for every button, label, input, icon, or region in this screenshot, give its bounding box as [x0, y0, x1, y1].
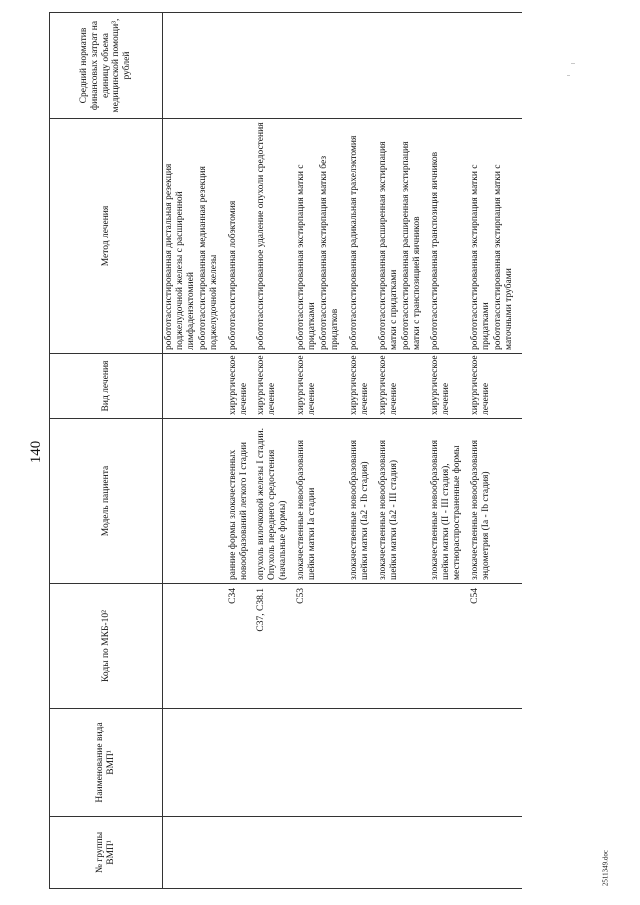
cost-cell [227, 13, 256, 119]
icd-code-cell: C53 [295, 584, 348, 709]
icd-code-cell [163, 584, 227, 709]
treatment-type-cell: хирургическое лечение [227, 354, 256, 419]
header-cost-norm: Средний норматив финансовых затрат на единицу объема медицинской помощи³, рублей [50, 13, 163, 119]
icd-code-cell: C54 [469, 584, 522, 709]
cost-cell [377, 13, 430, 119]
header-group-number: № группы ВМП¹ [50, 817, 163, 889]
table-row [377, 13, 430, 889]
table-header-row [50, 13, 163, 889]
icd-code-cell: C37, C38.1 [255, 584, 295, 709]
name-cell [429, 709, 469, 817]
icd-code-cell: C34 [227, 584, 256, 709]
rotated-table-area [49, 13, 629, 889]
table-row [429, 13, 469, 889]
table-row [348, 13, 377, 889]
group-cell [295, 817, 348, 889]
group-cell [469, 817, 522, 889]
patient-model-cell: злокачественные новообразования эндометрия (Ia - Ib стадия) [469, 419, 522, 584]
treatment-method-cell [469, 119, 522, 354]
table-row [227, 13, 256, 889]
table-row [255, 13, 295, 889]
cost-cell [429, 13, 469, 119]
treatment-method-cell [377, 119, 430, 354]
method-item: робототассистированная транспозиция яичников [430, 151, 441, 350]
name-cell [163, 709, 227, 817]
table-row [469, 13, 522, 889]
name-cell [227, 709, 256, 817]
treatment-type-cell: хирургическое лечение [377, 354, 430, 419]
header-treatment-method: Метод лечения [50, 119, 163, 354]
method-item: робототассистированное удаление опухоли средостения [256, 122, 267, 350]
treatment-method-cell [295, 119, 348, 354]
cost-cell [348, 13, 377, 119]
patient-model-cell: злокачественные новообразования шейки матки (Ia2 - Ib стадия) [348, 419, 377, 584]
treatment-method-cell [163, 119, 227, 354]
treatment-method-cell [227, 119, 256, 354]
patient-model-cell [163, 419, 227, 584]
treatment-type-cell: хирургическое лечение [469, 354, 522, 419]
patient-model-cell: ранние формы злокачественных новообразований легкого I стадии [227, 419, 256, 584]
header-treatment-type: Вид лечения [50, 354, 163, 419]
method-item: робототассистированная экстирпация матки с придатками [296, 164, 318, 350]
treatment-type-cell: хирургическое лечение [429, 354, 469, 419]
patient-model-cell: злокачественные новообразования шейки матки (II - III стадия), местнораспространенные формы [429, 419, 469, 584]
group-cell [429, 817, 469, 889]
icd-code-cell [348, 584, 377, 709]
treatment-type-cell: хирургическое лечение [255, 354, 295, 419]
name-cell [255, 709, 295, 817]
file-reference: 2511349.doc [601, 849, 610, 887]
method-item: робототассистированная медианная резекция поджелудочной железы [197, 166, 219, 350]
group-cell [227, 817, 256, 889]
cost-cell [163, 13, 227, 119]
group-cell [255, 817, 295, 889]
treatment-type-cell: хирургическое лечение [348, 354, 377, 419]
table-row [295, 13, 348, 889]
name-cell [377, 709, 430, 817]
group-cell [163, 817, 227, 889]
patient-model-cell: злокачественные новообразования шейки матки Ia стадии [295, 419, 348, 584]
cost-cell [295, 13, 348, 119]
header-icd-codes: Коды по МКБ-10² [50, 584, 163, 709]
table-row [163, 13, 227, 889]
method-item: робототассистированная расширенная экстирпация матки с придатками [377, 141, 399, 350]
icd-code-cell [429, 584, 469, 709]
method-item: робототассистированная дистальная резекция поджелудочной железы с расширенной лимфаденэктомией [164, 163, 196, 350]
treatment-method-cell [255, 119, 295, 354]
method-item: робототассистированная экстирпация матки без придатков [319, 155, 340, 350]
method-item: робототассистированная лобэктомия [227, 200, 238, 350]
page-number: 140 [28, 440, 44, 464]
table-body [163, 13, 522, 889]
cost-cell [469, 13, 522, 119]
patient-model-cell: злокачественные новообразования шейки матки (Ia2 - III стадия) [377, 419, 430, 584]
name-cell [469, 709, 522, 817]
group-cell [348, 817, 377, 889]
name-cell [348, 709, 377, 817]
treatment-method-cell [348, 119, 377, 354]
method-item: робототассистированная радикальная трахелэктомия [348, 135, 359, 350]
group-cell [377, 817, 430, 889]
method-item: робототассистированная экстирпация матки с придатками [470, 164, 492, 350]
treatment-type-cell: хирургическое лечение [295, 354, 348, 419]
name-cell [295, 709, 348, 817]
header-vmp-name: Наименование вида ВМП¹ [50, 709, 163, 817]
patient-model-cell: опухоль вилочковой железы I стадии. Опухоль переднего средостения (начальные формы) [255, 419, 295, 584]
header-patient-model: Модель пациента [50, 419, 163, 584]
method-item: робототассистированная экстирпация матки с маточными трубами [493, 164, 514, 350]
cost-cell [255, 13, 295, 119]
icd-code-cell [377, 584, 430, 709]
treatment-type-cell [163, 354, 227, 419]
method-item: робототассистированная расширенная экстирпация матки с транспозицией яичников [400, 141, 422, 350]
treatment-method-cell [429, 119, 469, 354]
vmp-table [49, 12, 522, 889]
